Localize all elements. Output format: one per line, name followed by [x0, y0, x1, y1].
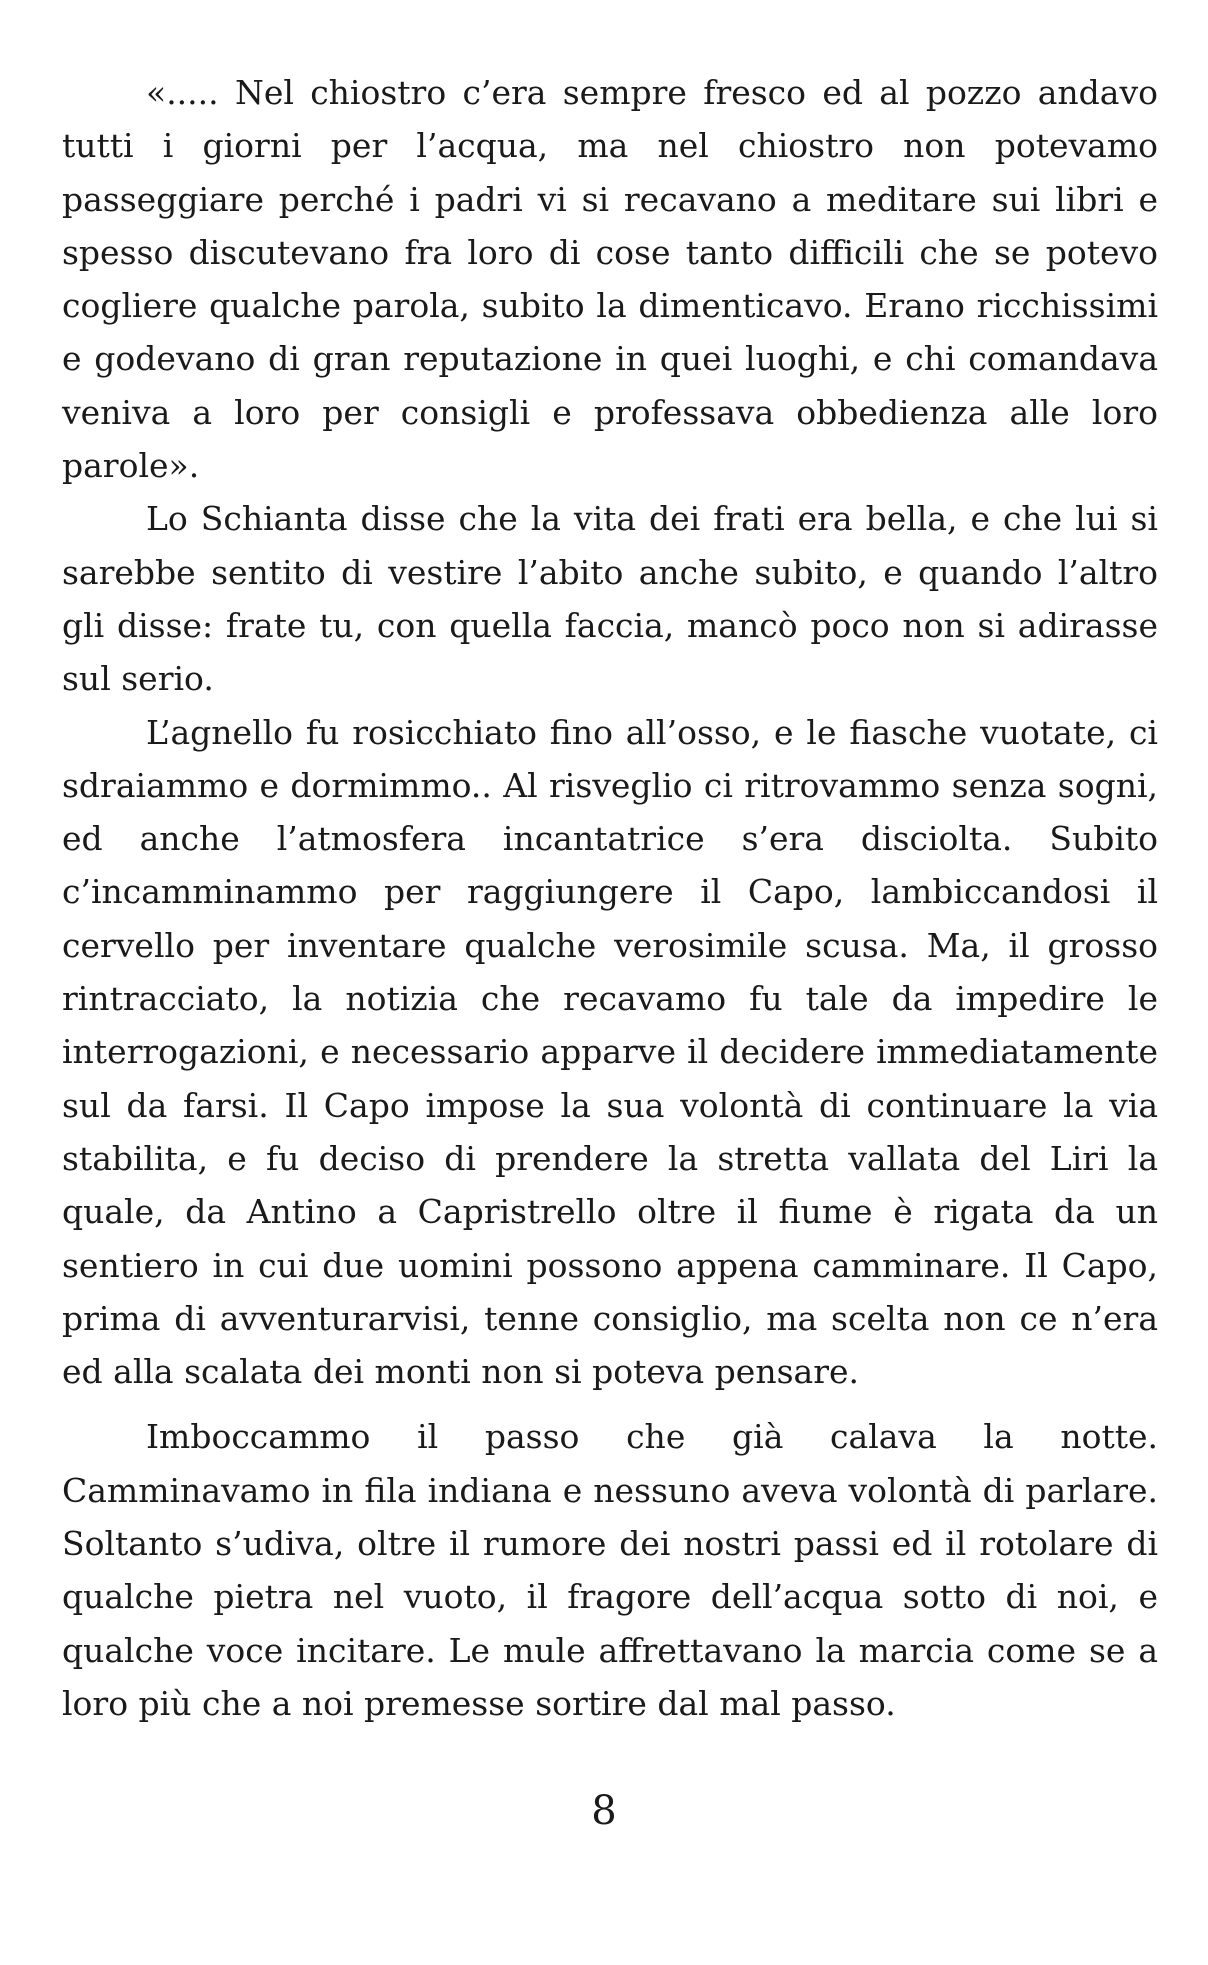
- body-text: [62, 66, 1158, 1730]
- paragraph-3: L’agnello fu rosicchiato fino all’osso, e le fiasche vuotate, ci sdraiammo e dormimmo.. Al risveglio ci ritrovammo senza sogni, ed anche l’atmosfera incantatrice s’era disciolta. Subito c’incamminammo per raggiungere il Capo, lambiccandosi il cervello per inventare qualche verosimile scusa. Ma, il grosso rintracciato, la notizia che recavamo fu tale da impedire le interrogazioni, e necessario apparve il decidere immediatamente sul da farsi. Il Capo impose la sua volontà di continuare la via stabilita, e fu deciso di prendere la stretta vallata del Liri la quale, da Antino a Capristrello oltre il fiume è rigata da un sentiero in cui due uomini possono appena camminare. Il Capo, prima di avventurarvisi, tenne consiglio, ma scelta non ce n’era ed alla scalata dei monti non si poteva pensare.: [62, 712, 1158, 1392]
- paragraph-4: Imboccammo il passo che già calava la notte. Camminavamo in fila indiana e nessuno aveva volontà di parlare. Soltanto s’udiva, oltre il rumore dei nostri passi ed il rotolare di qualche pietra nel vuoto, il fragore dell’acqua sotto di noi, e qualche voce incitare. Le mule affrettavano la marcia come se a loro più che a noi premesse sortire dal mal passo.: [62, 1417, 1158, 1723]
- paragraph-1: «..... Nel chiostro c’era sempre fresco ed al pozzo andavo tutti i giorni per l’acqua, ma nel chiostro non potevamo passeggiare perché i padri vi si recavano a meditare sui libri e spesso discutevano fra loro di cose tanto difficili che se potevo cogliere qualche parola, subito la dimenticavo. Erano ricchissimi e godevano di gran reputazione in quei luoghi, e chi comandava veniva a loro per consigli e professava obbedienza alle loro parole».: [62, 73, 1158, 486]
- page-number: 8: [591, 1788, 617, 1834]
- paragraph-2: Lo Schianta disse che la vita dei frati era bella, e che lui si sarebbe sentito di vestire l’abito anche subito, e quando l’altro gli disse: frate tu, con quella faccia, mancò poco non si adirasse sul serio.: [62, 499, 1158, 699]
